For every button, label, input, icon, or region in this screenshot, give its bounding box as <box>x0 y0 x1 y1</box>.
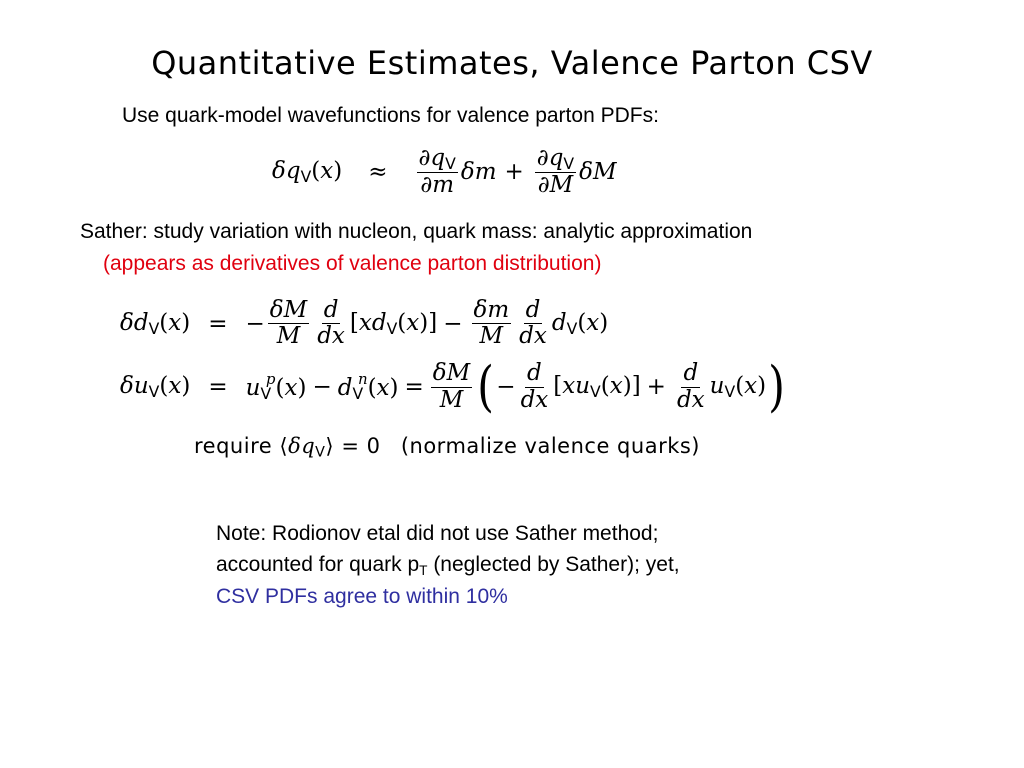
note-line-3: CSV PDFs agree to within 10% <box>216 585 508 608</box>
require-word: require <box>194 434 273 458</box>
sather-line: Sather: study variation with nucleon, quark mass: analytic approximation <box>80 220 753 243</box>
equation-delta-q: δqV(x) ≈ $\frac{\partial qV}{\partial m}$ δm + $\frac{\partial qV}{\partial M}$ δM <box>272 145 617 199</box>
equation-delta-d: δdV(x) = − $\frac{\delta M}{M}$ $\frac{d}{dx}$ [xdV(x)] − $\frac{\delta m}{M}$ $\frac{d}{dx}$ dV(x) <box>120 297 609 350</box>
equation-delta-u: δuV(x) = $uV^p(x)$ − $dV^n(x)$ = $\frac{\delta M}{M}$ ( − $\frac{d}{dx}$ [xuV(x)] + $\frac{d}{dx}$ uV(x) ) <box>120 355 786 418</box>
require-zero: = 0 <box>341 434 381 458</box>
require-note: (normalize valence quarks) <box>400 434 700 458</box>
note-line-1: Note: Rodionov etal did not use Sather method; <box>216 522 659 545</box>
intro-line: Use quark-model wavefunctions for valence parton PDFs: <box>122 104 659 127</box>
derivatives-note: (appears as derivatives of valence parton distribution) <box>103 252 602 275</box>
require-line: require ⟨δqV⟩ = 0 (normalize valence quarks) <box>194 434 700 461</box>
note-line-2-sub: T <box>419 563 428 579</box>
note-line-2 <box>216 553 680 578</box>
note-line-2-post: (neglected by Sather); yet, <box>427 553 680 576</box>
note-line-2-pre: accounted for quark p <box>216 553 420 576</box>
slide-title: Quantitative Estimates, Valence Parton CSV <box>151 44 873 82</box>
